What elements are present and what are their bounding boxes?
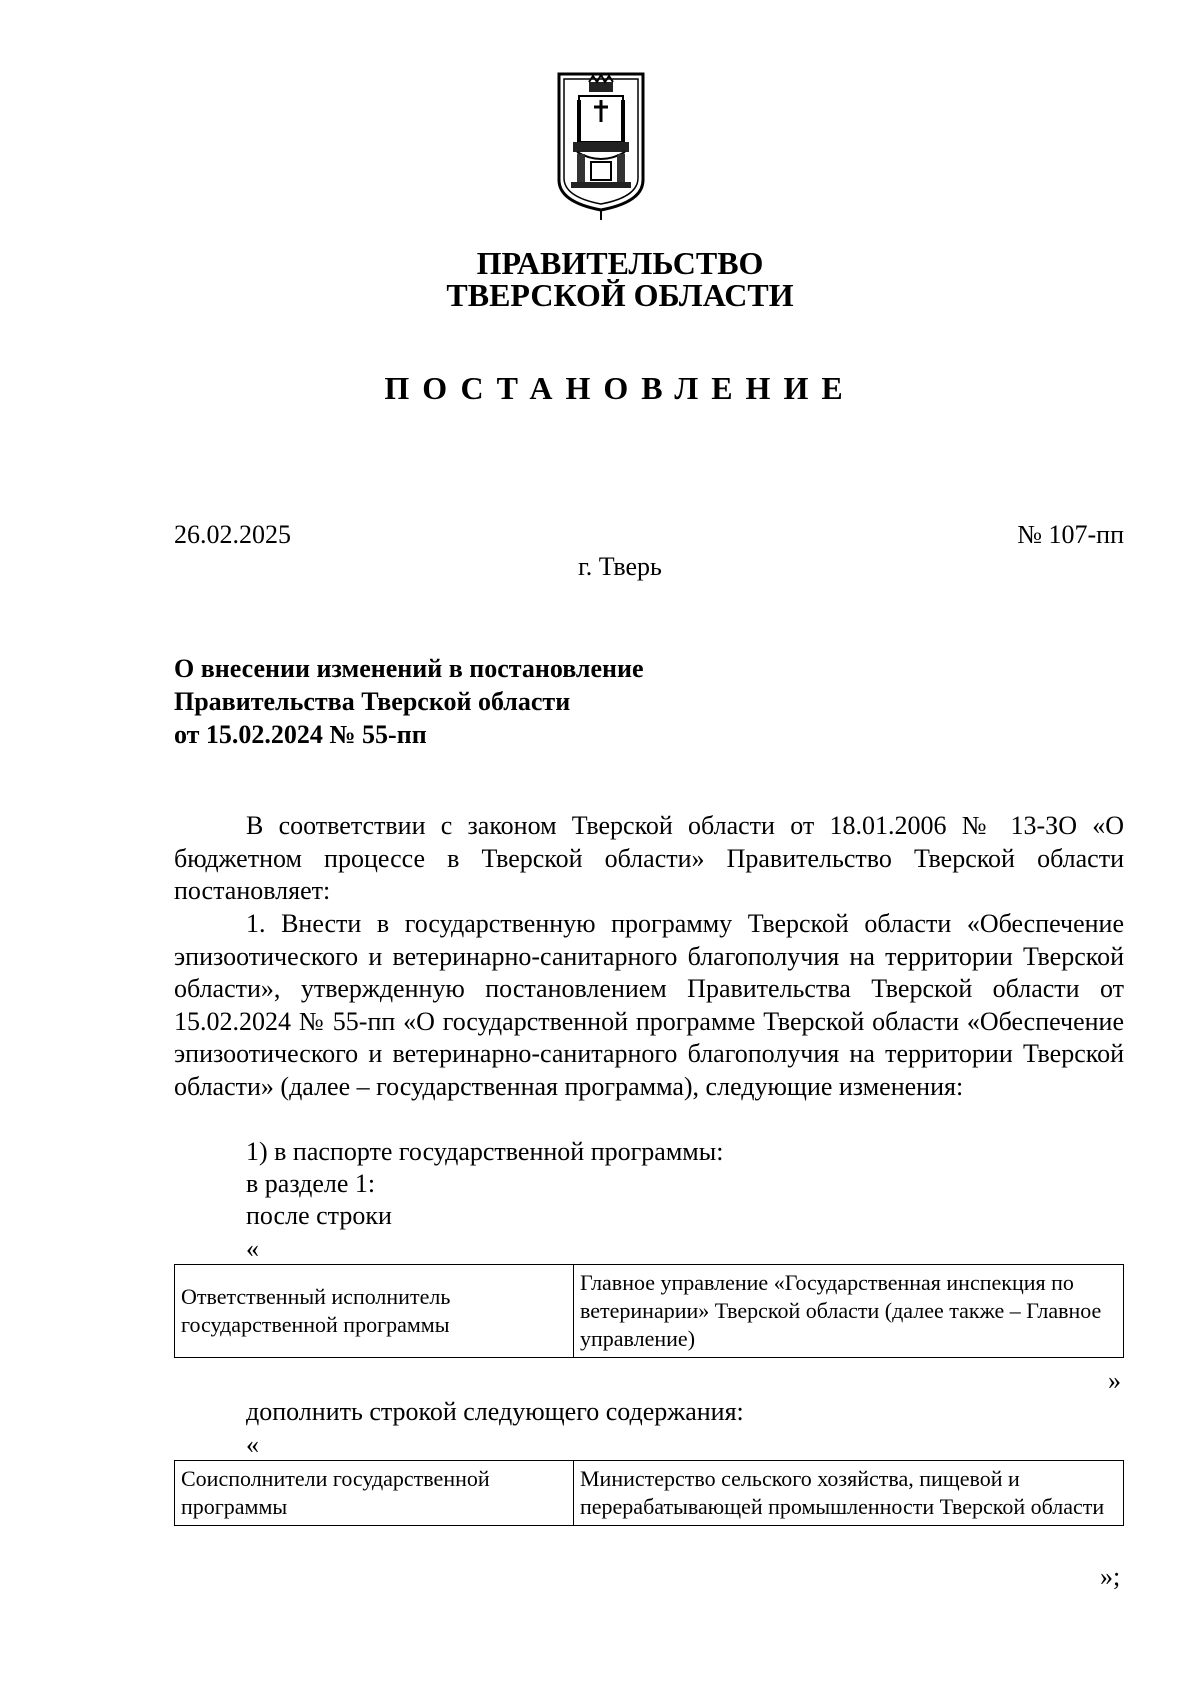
document-title xyxy=(174,652,644,751)
table-existing-row xyxy=(174,1264,1124,1358)
table-cell-label: Соисполнители государственной программы xyxy=(175,1461,574,1526)
org-name-line2: ТВЕРСКОЙ ОБЛАСТИ xyxy=(446,277,794,313)
table-cell-label: Ответственный исполнитель государственной программы xyxy=(175,1265,574,1358)
title-line: Правительства Тверской области xyxy=(174,687,571,716)
coat-of-arms-icon xyxy=(555,70,647,222)
document-city: г. Тверь xyxy=(578,552,662,581)
document-date: 26.02.2025 xyxy=(174,520,291,549)
after-row-text: после строки xyxy=(246,1201,392,1230)
section-reference: в разделе 1: xyxy=(246,1169,376,1198)
table-cell-value: Главное управление «Государственная инспекция по ветеринарии» Тверской области (далее также – Главное управление) xyxy=(574,1265,1124,1358)
paragraph-amendment: 1. Внести в государственную программу Тверской области «Обеспечение эпизоотического и ветеринарно-санитарного благополучия на территории Тверской области», утвержденную постановлением Правительства Тверской области от 15.02.2024 № 55-пп «О государственной программе Тверской области «Обеспечение эпизоотического и ветеринарно-санитарного благополучия на территории Тверской области» (далее – государственная программа), следующие изменения: xyxy=(174,909,1124,1101)
paragraph-preamble: В соответствии с законом Тверской области от 18.01.2006 № 13-ЗО «О бюджетном процессе в Тверской области» Правительство Тверской области постановляет: xyxy=(174,811,1124,905)
close-quote: » xyxy=(1108,1366,1121,1395)
open-quote: « xyxy=(246,1234,259,1263)
close-quote: »; xyxy=(1100,1562,1121,1591)
table-row xyxy=(175,1265,1124,1358)
table-cell-value: Министерство сельского хозяйства, пищевой и перерабатывающей промышленности Тверской области xyxy=(574,1461,1124,1526)
open-quote: « xyxy=(246,1430,259,1459)
table-new-row xyxy=(174,1460,1124,1526)
title-line: от 15.02.2024 № 55-пп xyxy=(174,720,427,749)
document-type: ПОСТАНОВЛЕНИЕ xyxy=(384,370,856,406)
document-number: № 107-пп xyxy=(1017,520,1124,549)
supplement-text: дополнить строкой следующего содержания: xyxy=(246,1397,744,1426)
title-line: О внесении изменений в постановление xyxy=(174,654,644,683)
org-name-line1: ПРАВИТЕЛЬСТВО xyxy=(476,245,764,281)
list-item-passport: 1) в паспорте государственной программы: xyxy=(246,1137,724,1166)
table-row xyxy=(175,1461,1124,1526)
